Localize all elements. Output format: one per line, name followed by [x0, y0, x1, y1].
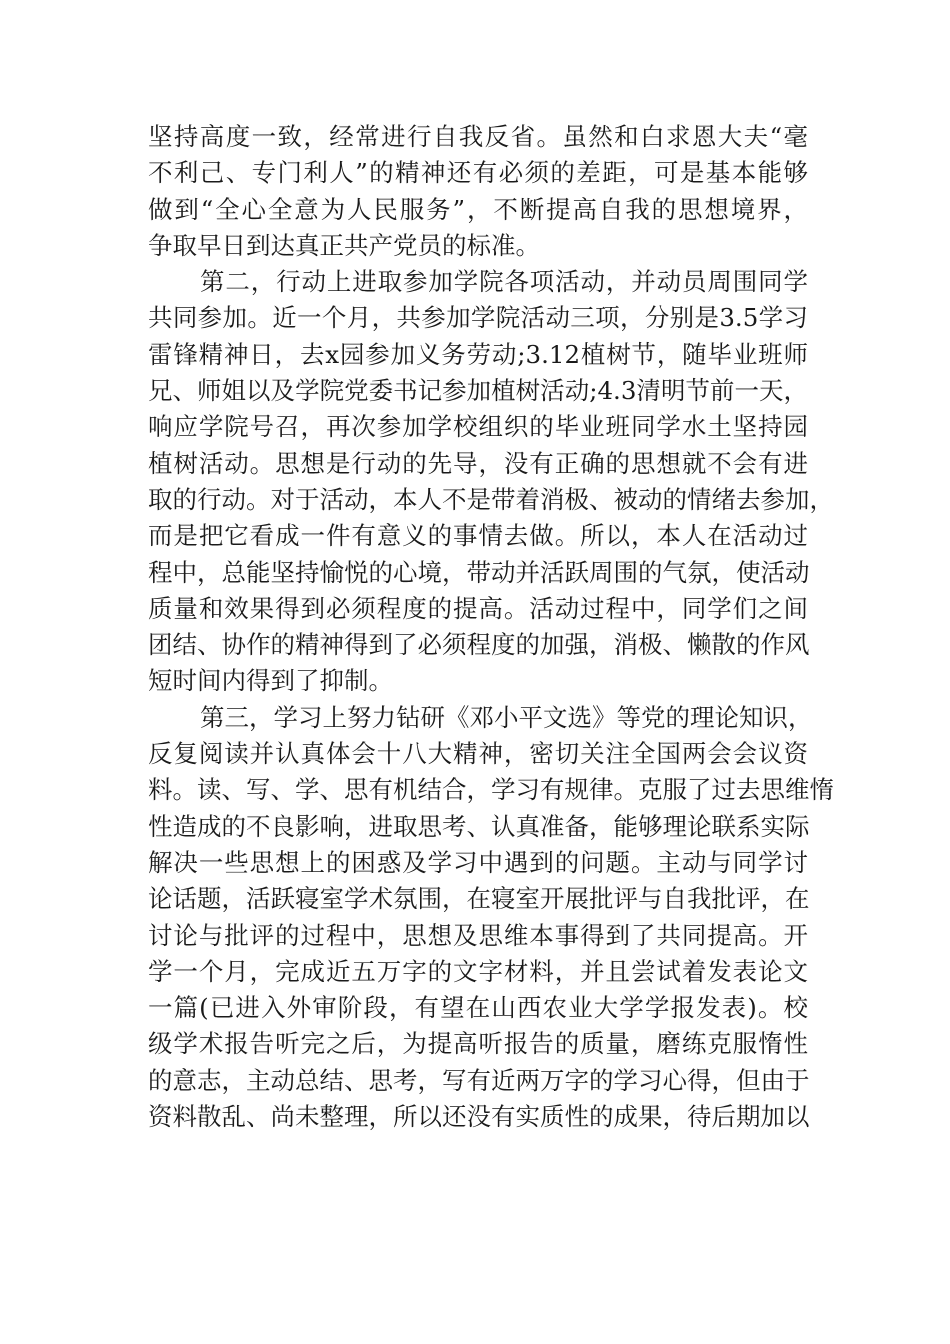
text-line: 响应学院号召，再次参加学校组织的毕业班同学水土坚持园 [148, 412, 808, 442]
text-line: 第三，学习上努力钻研《邓小平文选》等党的理论知识， [200, 702, 813, 732]
text-line: 而是把它看成一件有意义的事情去做。所以，本人在活动过 [148, 521, 808, 551]
text-line: 程中，总能坚持愉悦的心境，带动并活跃周围的气氛，使活动 [148, 557, 810, 587]
text-line: 解决一些思想上的困惑及学习中遇到的问题。主动与同学讨 [148, 847, 808, 877]
text-line: 论话题，活跃寝室学术氛围，在寝室开展批评与自我批评，在 [148, 884, 810, 914]
paragraph-2 [148, 264, 834, 700]
text-line: 资料散乱、尚未整理，所以还没有实质性的成果，待后期加以 [148, 1102, 810, 1132]
text-line: 料。读、写、学、思有机结合，学习有规律。克服了过去思维惰 [148, 775, 834, 805]
paragraph-1 [148, 119, 808, 264]
text-line: 一篇(已进入外审阶段，有望在山西农业大学学报发表)。校 [148, 993, 808, 1023]
paragraph-3 [148, 700, 834, 1136]
text-line: 植树活动。思想是行动的先导，没有正确的思想就不会有进 [148, 448, 808, 478]
text-line: 性造成的不良影响，进取思考、认真准备，能够理论联系实际 [148, 811, 810, 841]
text-line: 做到“全心全意为人民服务”，不断提高自我的思想境界， [148, 194, 808, 224]
text-line: 共同参加。近一个月，共参加学院活动三项，分别是3.5学习 [148, 303, 808, 333]
text-line: 不利己、专门利人”的精神还有必须的差距，可是基本能够 [148, 158, 808, 188]
text-line: 取的行动。对于活动，本人不是带着消极、被动的情绪去参加， [148, 484, 834, 514]
text-line: 第二，行动上进取参加学院各项活动，并动员周围同学 [200, 267, 808, 297]
text-line: 讨论与批评的过程中，思想及思维本事得到了共同提高。开 [148, 920, 808, 950]
text-line: 坚持高度一致，经常进行自我反省。虽然和白求恩大夫“毫 [148, 122, 808, 151]
text-line: 学一个月，完成近五万字的文字材料，并且尝试着发表论文 [148, 956, 808, 986]
text-line: 质量和效果得到必须程度的提高。活动过程中，同学们之间 [148, 593, 808, 623]
body-text [148, 119, 834, 1135]
text-line: 反复阅读并认真体会十八大精神，密切关注全国两会会议资 [148, 739, 808, 769]
text-line: 兄、师姐以及学院党委书记参加植树活动;4.3清明节前一天， [148, 376, 808, 406]
text-line: 短时间内得到了抑制。 [148, 666, 393, 696]
text-line: 争取早日到达真正共产党员的标准。 [148, 230, 540, 260]
text-line: 雷锋精神日，去x园参加义务劳动;3.12植树节，随毕业班师 [148, 339, 808, 369]
text-line: 团结、协作的精神得到了必须程度的加强，消极、懒散的作风 [148, 630, 810, 660]
text-line: 级学术报告听完之后，为提高听报告的质量，磨练克服惰性 [148, 1029, 808, 1059]
text-line: 的意志，主动总结、思考，写有近两万字的学习心得，但由于 [148, 1065, 810, 1095]
